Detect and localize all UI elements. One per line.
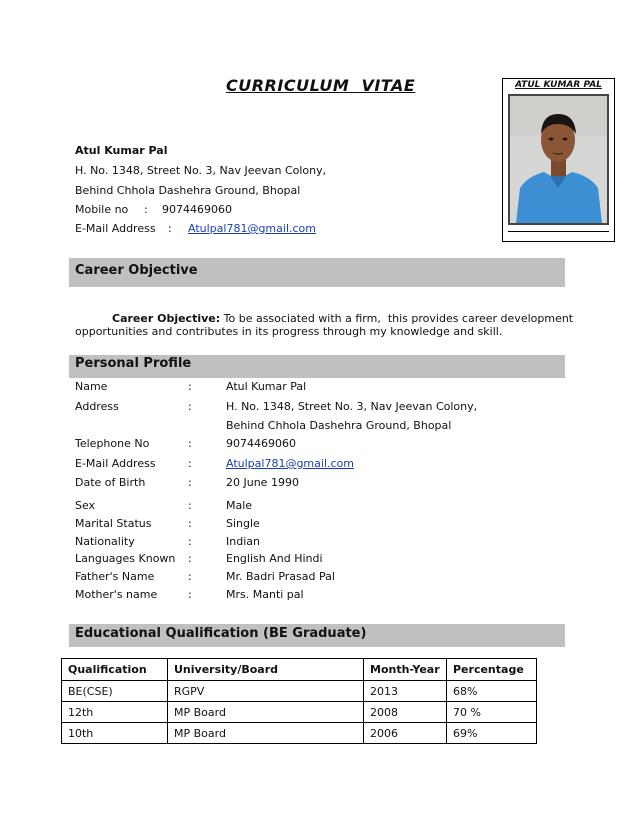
profile-value: English And Hindi	[226, 552, 323, 565]
profile-separator: :	[188, 588, 192, 601]
education-table	[61, 658, 537, 744]
profile-value: 9074469060	[226, 437, 296, 450]
table-cell: MP Board	[168, 702, 364, 723]
profile-label: Languages Known	[75, 552, 176, 565]
career-objective-line2: opportunities and contributes in its progress through my knowledge and skill.	[75, 325, 503, 338]
profile-separator: :	[188, 517, 192, 530]
table-cell: RGPV	[168, 681, 364, 702]
profile-label: Telephone No	[75, 437, 150, 450]
photo-caption: ATUL KUMAR PAL	[515, 80, 602, 90]
photo-divider	[508, 231, 609, 232]
career-objective-line1	[112, 312, 574, 326]
profile-label: Mother's name	[75, 588, 158, 601]
profile-label: Father's Name	[75, 570, 155, 583]
person-photo-icon	[508, 94, 609, 225]
profile-value: Single	[226, 517, 260, 530]
profile-label: E-Mail Address	[75, 457, 156, 470]
profile-label: Address	[75, 400, 119, 413]
contact-email-sep: :	[168, 222, 172, 235]
contact-email-label: E-Mail Address	[75, 222, 156, 235]
personal-profile-heading: Personal Profile	[69, 355, 565, 378]
education-col-university: University/Board	[168, 659, 364, 681]
profile-separator: :	[188, 400, 192, 413]
table-cell: 2006	[364, 723, 447, 744]
profile-label: Marital Status	[75, 517, 152, 530]
profile-separator: :	[188, 535, 192, 548]
education-heading: Educational Qualification (BE Graduate)	[69, 624, 565, 647]
contact-mobile-value: 9074469060	[162, 203, 232, 216]
profile-value: H. No. 1348, Street No. 3, Nav Jeevan Colony,	[226, 400, 478, 413]
contact-name: Atul Kumar Pal	[75, 144, 168, 157]
career-objective-heading: Career Objective	[69, 258, 565, 287]
table-row	[62, 723, 537, 744]
career-objective-label: Career Objective:	[112, 312, 221, 325]
table-cell: 10th	[62, 723, 168, 744]
table-cell: 2013	[364, 681, 447, 702]
profile-separator: :	[188, 380, 192, 393]
contact-address-line1: H. No. 1348, Street No. 3, Nav Jeevan Colony,	[75, 164, 327, 177]
profile-label: Nationality	[75, 535, 135, 548]
profile-label: Name	[75, 380, 108, 393]
profile-value: 20 June 1990	[226, 476, 299, 489]
profile-label: Sex	[75, 499, 96, 512]
table-cell: 2008	[364, 702, 447, 723]
contact-address-line2: Behind Chhola Dashehra Ground, Bhopal	[75, 184, 301, 197]
person-photo-svg	[510, 96, 607, 223]
profile-value: Mrs. Manti pal	[226, 588, 304, 601]
profile-value: Male	[226, 499, 253, 512]
profile-separator: :	[188, 499, 192, 512]
table-row	[62, 702, 537, 723]
photo-box	[502, 78, 615, 242]
page-title: CURRICULUM VITAE	[226, 76, 416, 95]
education-col-qualification: Qualification	[62, 659, 168, 681]
table-cell: 68%	[447, 681, 537, 702]
profile-separator: :	[188, 552, 192, 565]
contact-mobile-sep: :	[144, 203, 148, 216]
profile-value: Indian	[226, 535, 260, 548]
education-col-month-year: Month-Year	[364, 659, 447, 681]
profile-separator: :	[188, 570, 192, 583]
profile-separator: :	[188, 476, 192, 489]
profile-email-link[interactable]: Atulpal781@gmail.com	[226, 457, 354, 470]
profile-separator: :	[188, 457, 192, 470]
education-col-percentage: Percentage	[447, 659, 537, 681]
profile-label: Date of Birth	[75, 476, 146, 489]
career-objective-text1: To be associated with a firm, this provides career development	[220, 312, 574, 325]
profile-value: Mr. Badri Prasad Pal	[226, 570, 335, 583]
table-cell: 12th	[62, 702, 168, 723]
profile-value: Atul Kumar Pal	[226, 380, 307, 393]
table-cell: 70 %	[447, 702, 537, 723]
contact-mobile-label: Mobile no	[75, 203, 129, 216]
table-cell: 69%	[447, 723, 537, 744]
table-cell: BE(CSE)	[62, 681, 168, 702]
contact-email-link[interactable]: Atulpal781@gmail.com	[188, 222, 316, 235]
profile-separator: :	[188, 437, 192, 450]
table-row	[62, 681, 537, 702]
education-header-row	[62, 659, 537, 681]
table-cell: MP Board	[168, 723, 364, 744]
profile-value: Behind Chhola Dashehra Ground, Bhopal	[226, 419, 452, 432]
